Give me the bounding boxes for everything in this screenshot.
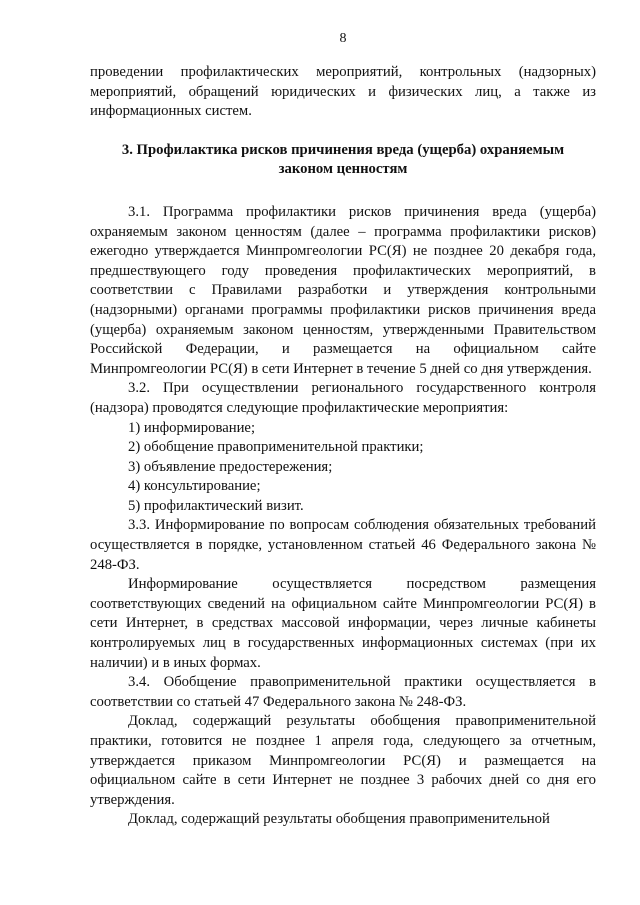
paragraph-3-3: 3.3. Информирование по вопросам соблюдения обязательных требований осуществляется в порядке, установленном статьей 46 Федерального закона № 248-ФЗ. (90, 517, 596, 573)
list-item: 2) обобщение правоприменительной практики; (128, 439, 424, 456)
list-item: 5) профилактический визит. (128, 497, 304, 514)
paragraph-report: Доклад, содержащий результаты обобщения правоприменительной практики, готовится не позднее 1 апреля года, следующего за отчетным, утверждается приказом Минпромгеологии РС(Я) и размещается на официальном сайте в сети Интернет не позднее 3 рабочих дней со дня его утверждения. (90, 713, 596, 808)
list-item: 3) объявление предостережения; (128, 458, 333, 475)
paragraph-informing: Информирование осуществляется посредством размещения соответствующих сведений на официальном сайте Минпромгеологии РС(Я) в сети Интернет, в средствах массовой информации, через личные кабинеты контролируемых лиц в государственных информационных системах (при их наличии) и в иных формах. (90, 576, 596, 671)
paragraph-3-1: 3.1. Программа профилактики рисков причинения вреда (ущерба) охраняемым законом ценностям (далее – программа профилактики рисков) ежегодно утверждается Минпромгеологии РС(Я) не позднее 20 декабря года, предшествующего году проведения профилактических мероприятий, в соответствии с Правилами разработки и утверждения контрольными (надзорными) органами программы профилактики рисков причинения вреда (ущерба) охраняемым законом ценностям, утвержденными Правительством Российской Федерации, и размещается на официальном сайте Минпромгеологии РС(Я) в сети Интернет в течение 5 дней со дня утверждения. (90, 203, 596, 377)
paragraph-report-continued: Доклад, содержащий результаты обобщения правоприменительной (128, 811, 550, 828)
section-heading: 3. Профилактика рисков причинения вреда (ущерба) охраняемым законом ценностям (121, 141, 565, 178)
document-body (90, 63, 596, 830)
paragraph-3-4: 3.4. Обобщение правоприменительной практики осуществляется в соответствии со статьей 47 Федерального закона № 248-ФЗ. (90, 674, 596, 710)
list-item: 4) консультирование; (128, 478, 261, 495)
paragraph-3-2: 3.2. При осуществлении регионального государственного контроля (надзора) проводятся следующие профилактические мероприятия: (90, 380, 596, 416)
continuation-paragraph: проведении профилактических мероприятий, контрольных (надзорных) мероприятий, обращений юридических и физических лиц, а также из информационных систем. (90, 64, 596, 120)
page-number: 8 (339, 31, 347, 46)
list-item: 1) информирование; (128, 419, 256, 436)
